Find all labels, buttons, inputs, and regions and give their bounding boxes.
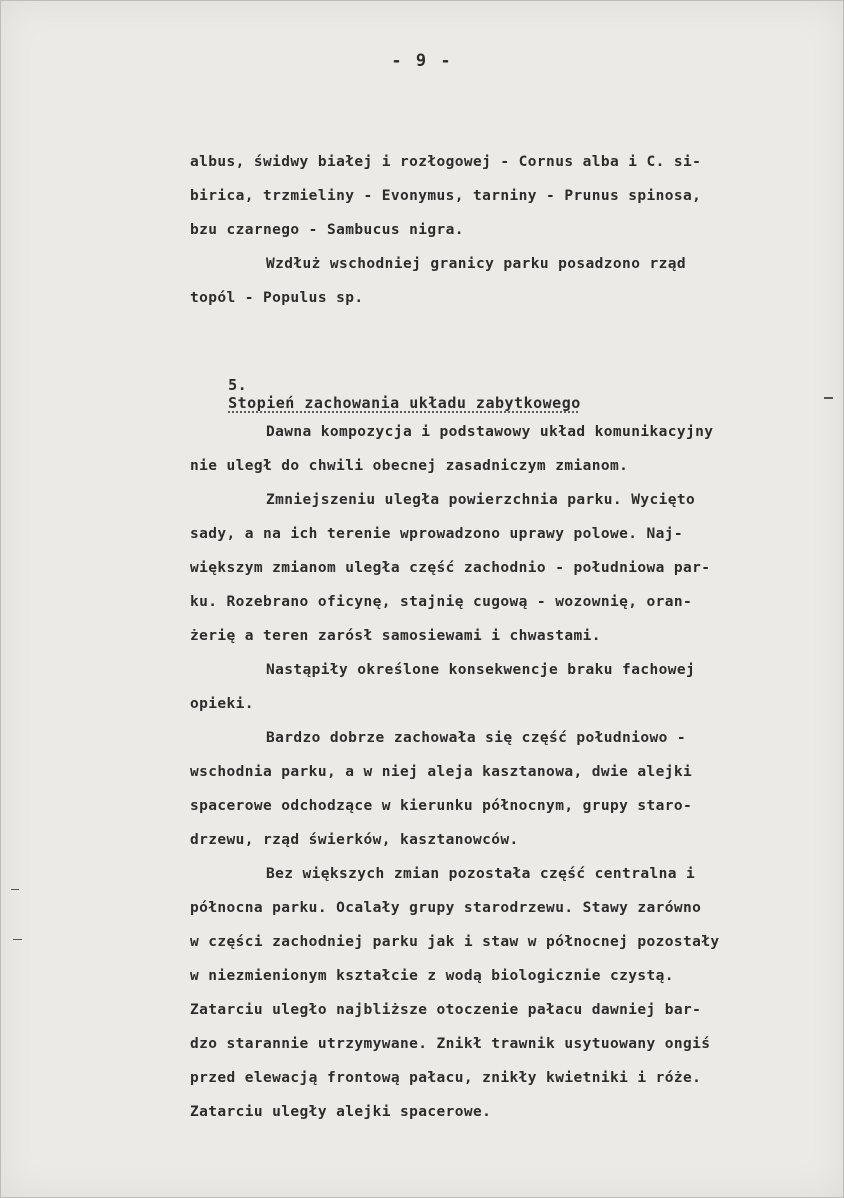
text-line: Zatarciu uległy alejki spacerowe.: [190, 1104, 492, 1120]
text-line: Dawna kompozycja i podstawowy układ komunikacyjny: [266, 424, 714, 440]
section-title: Stopień zachowania układu zabytkowego: [228, 394, 581, 412]
text-line: nie uległ do chwili obecnej zasadniczym zmianom.: [190, 458, 629, 474]
text-line: bzu czarnego - Sambucus nigra.: [190, 222, 464, 238]
text-line: Wzdłuż wschodniej granicy parku posadzono rząd: [266, 256, 686, 272]
text-line: sady, a na ich terenie wprowadzono uprawy polowe. Naj-: [190, 526, 684, 542]
text-line: północna parku. Ocalały grupy starodrzewu. Stawy zarówno: [190, 900, 702, 916]
text-line: dzo starannie utrzymywane. Znikł trawnik usytuowany ongiś: [190, 1036, 711, 1052]
section-body: [190, 415, 784, 1129]
text-line: birica, trzmieliny - Evonymus, tarniny - Prunus spinosa,: [190, 188, 702, 204]
text-line: wschodnia parku, a w niej aleja kasztanowa, dwie alejki: [190, 764, 693, 780]
text-line: drzewu, rząd świerków, kasztanowców.: [190, 832, 519, 848]
section-number: 5.: [228, 376, 248, 394]
text-line: przed elewacją frontową pałacu, znikły kwietniki i róże.: [190, 1070, 702, 1086]
text-line: Zatarciu uległo najbliższe otoczenie pałacu dawniej bar-: [190, 1002, 702, 1018]
text-line: albus, świdwy białej i rozłogowej - Cornus alba i C. si-: [190, 154, 702, 170]
text-line: spacerowe odchodzące w kierunku północnym, grupy staro-: [190, 798, 693, 814]
text-line: topól - Populus sp.: [190, 290, 364, 306]
text-line: opieki.: [190, 696, 254, 712]
text-line: Bez większych zmian pozostała część centralna i: [266, 866, 696, 882]
continuation-paragraph: [190, 145, 784, 315]
text-line: Zmniejszeniu uległa powierzchnia parku. Wycięto: [266, 492, 696, 508]
text-line: Bardzo dobrze zachowała się część południowo -: [266, 730, 686, 746]
text-line: żerię a teren zarósł samosiewami i chwastami.: [190, 628, 601, 644]
margin-mark: [824, 397, 833, 399]
text-line: Nastąpiły określone konsekwencje braku fachowej: [266, 662, 696, 678]
page-number: - 9 -: [391, 51, 453, 71]
text-line: ku. Rozebrano oficynę, stajnię cugową - wozownię, oran-: [190, 594, 693, 610]
text-line: większym zmianom uległa część zachodnio - południowa par-: [190, 560, 711, 576]
margin-mark: [11, 889, 19, 890]
text-line: w niezmienionym kształcie z wodą biologicznie czystą.: [190, 968, 674, 984]
margin-mark: [13, 939, 22, 940]
text-line: w części zachodniej parku jak i staw w północnej pozostały: [190, 934, 720, 950]
